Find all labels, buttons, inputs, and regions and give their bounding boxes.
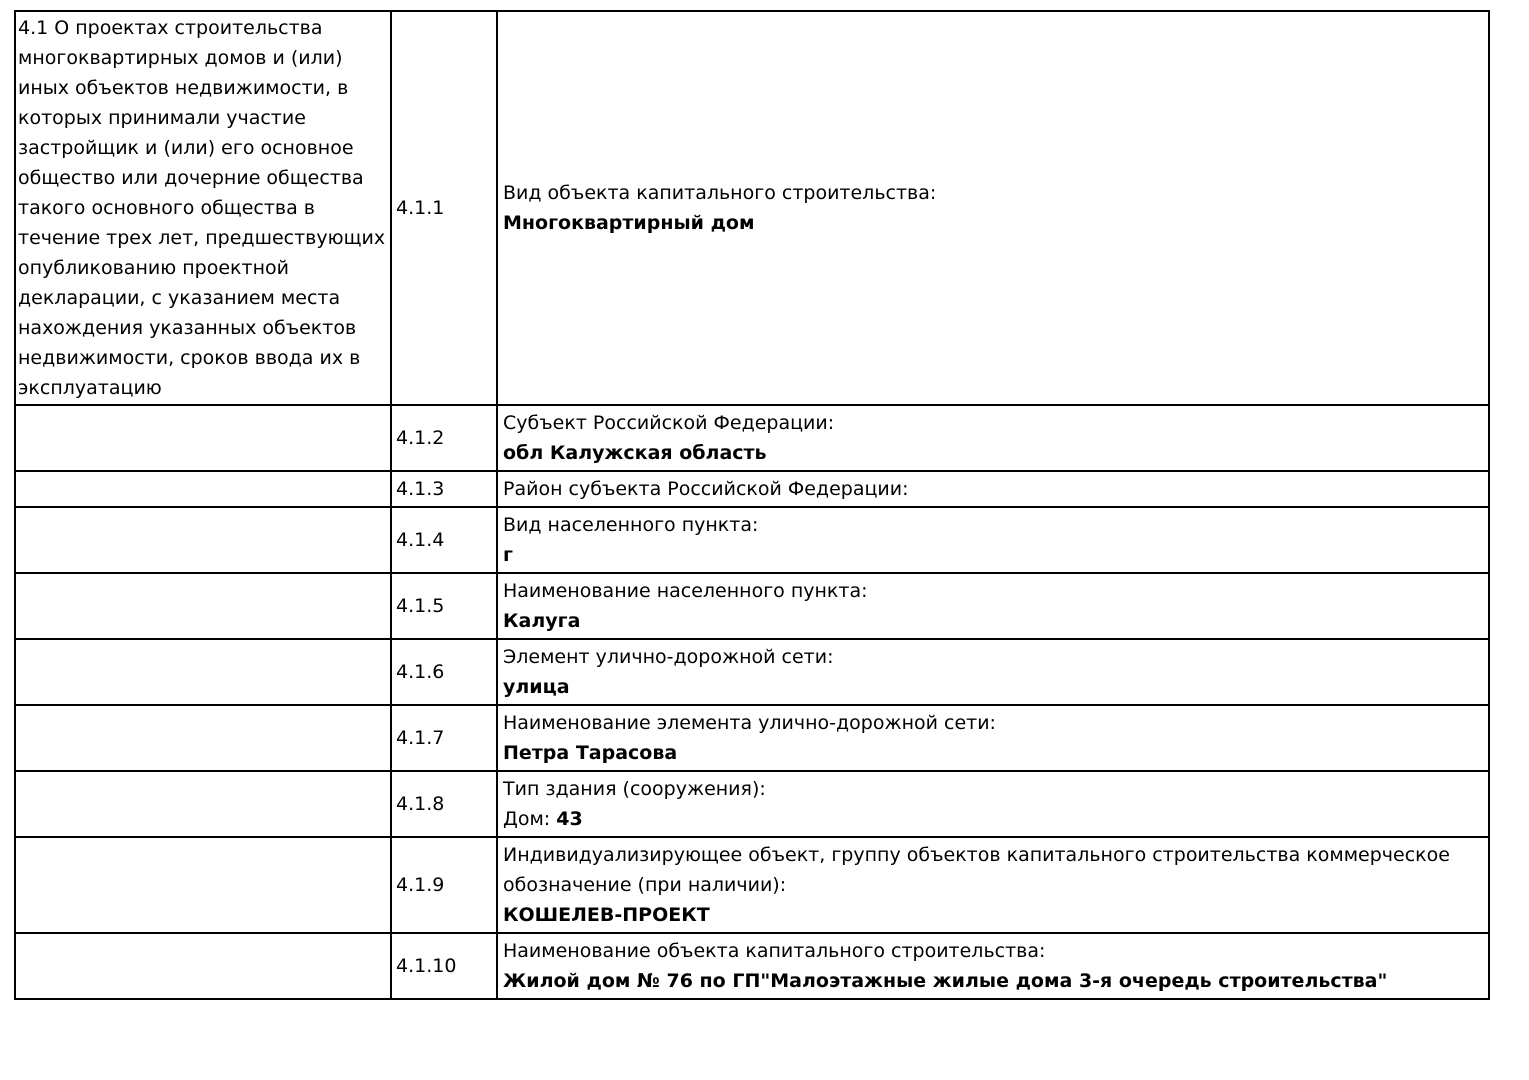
field-value: Петра Тарасова (503, 742, 678, 764)
section-description-cell (15, 11, 391, 405)
table-row (15, 639, 1489, 705)
field-value: КОШЕЛЕВ-ПРОЕКТ (503, 904, 710, 926)
field-value: Жилой дом № 76 по ГП"Малоэтажные жилые дома 3-я очередь строительства" (503, 970, 1388, 992)
field-label: Субъект Российской Федерации: (503, 412, 835, 434)
field-value-line (503, 900, 1482, 930)
row-number: 4.1.8 (391, 771, 497, 837)
table-row (15, 11, 1489, 405)
row-number: 4.1.2 (391, 405, 497, 471)
section-description-cell (15, 705, 391, 771)
field-value-line (503, 208, 1482, 238)
field-value: улица (503, 676, 570, 698)
section-description-cell (15, 933, 391, 999)
table-row (15, 573, 1489, 639)
row-number: 4.1.6 (391, 639, 497, 705)
section-description-cell (15, 771, 391, 837)
table-row (15, 933, 1489, 999)
field-label: Наименование элемента улично-дорожной сети: (503, 712, 996, 734)
field-label: Вид населенного пункта: (503, 514, 759, 536)
row-content-cell (497, 639, 1489, 705)
field-value: Калуга (503, 610, 581, 632)
field-value-prefix: Дом: (503, 808, 557, 830)
field-label: Наименование населенного пункта: (503, 580, 868, 602)
field-value: г (503, 544, 513, 566)
field-label: Индивидуализирующее объект, группу объектов капитального строительства коммерческое обозначение (при наличии): (503, 844, 1450, 896)
table-row (15, 471, 1489, 507)
row-content-cell (497, 837, 1489, 933)
section-description-cell (15, 573, 391, 639)
table-row (15, 705, 1489, 771)
row-content-cell (497, 705, 1489, 771)
section-description-cell (15, 837, 391, 933)
field-value-line (503, 672, 1482, 702)
row-number: 4.1.3 (391, 471, 497, 507)
field-label: Наименование объекта капитального строительства: (503, 940, 1046, 962)
row-number: 4.1.7 (391, 705, 497, 771)
field-value: обл Калужская область (503, 442, 767, 464)
field-label: Вид объекта капитального строительства: (503, 182, 937, 204)
field-value-line (503, 540, 1482, 570)
section-description-cell (15, 639, 391, 705)
project-declaration-table (14, 10, 1490, 1000)
row-number: 4.1.5 (391, 573, 497, 639)
field-label: Тип здания (сооружения): (503, 778, 766, 800)
table-row (15, 405, 1489, 471)
row-content-cell (497, 933, 1489, 999)
row-content-cell (497, 11, 1489, 405)
field-label: Район субъекта Российской Федерации: (503, 478, 909, 500)
row-number: 4.1.4 (391, 507, 497, 573)
field-value-line (503, 804, 1482, 834)
table-row (15, 771, 1489, 837)
section-description-cell (15, 471, 391, 507)
field-value-line (503, 606, 1482, 636)
row-number: 4.1.9 (391, 837, 497, 933)
row-content-cell (497, 771, 1489, 837)
field-value-line (503, 738, 1482, 768)
row-number: 4.1.10 (391, 933, 497, 999)
row-content-cell (497, 507, 1489, 573)
table-row (15, 837, 1489, 933)
section-description: 4.1 О проектах строительства многоквартирных домов и (или) иных объектов недвижимости, в которых принимали участие застройщик и (или) его основное общество или дочерние общества такого основного общества в течение трех лет, предшествующих опубликованию проектной декларации, с указанием места нахождения указанных объектов недвижимости, сроков ввода их в эксплуатацию (18, 17, 386, 399)
section-description-cell (15, 507, 391, 573)
field-label: Элемент улично-дорожной сети: (503, 646, 834, 668)
field-value: Многоквартирный дом (503, 212, 755, 234)
row-content-cell (497, 405, 1489, 471)
row-content-cell (497, 471, 1489, 507)
row-number: 4.1.1 (391, 11, 497, 405)
field-value-line (503, 966, 1482, 996)
field-value-line (503, 438, 1482, 468)
section-description-cell (15, 405, 391, 471)
table-row (15, 507, 1489, 573)
row-content-cell (497, 573, 1489, 639)
field-value: 43 (556, 808, 583, 830)
